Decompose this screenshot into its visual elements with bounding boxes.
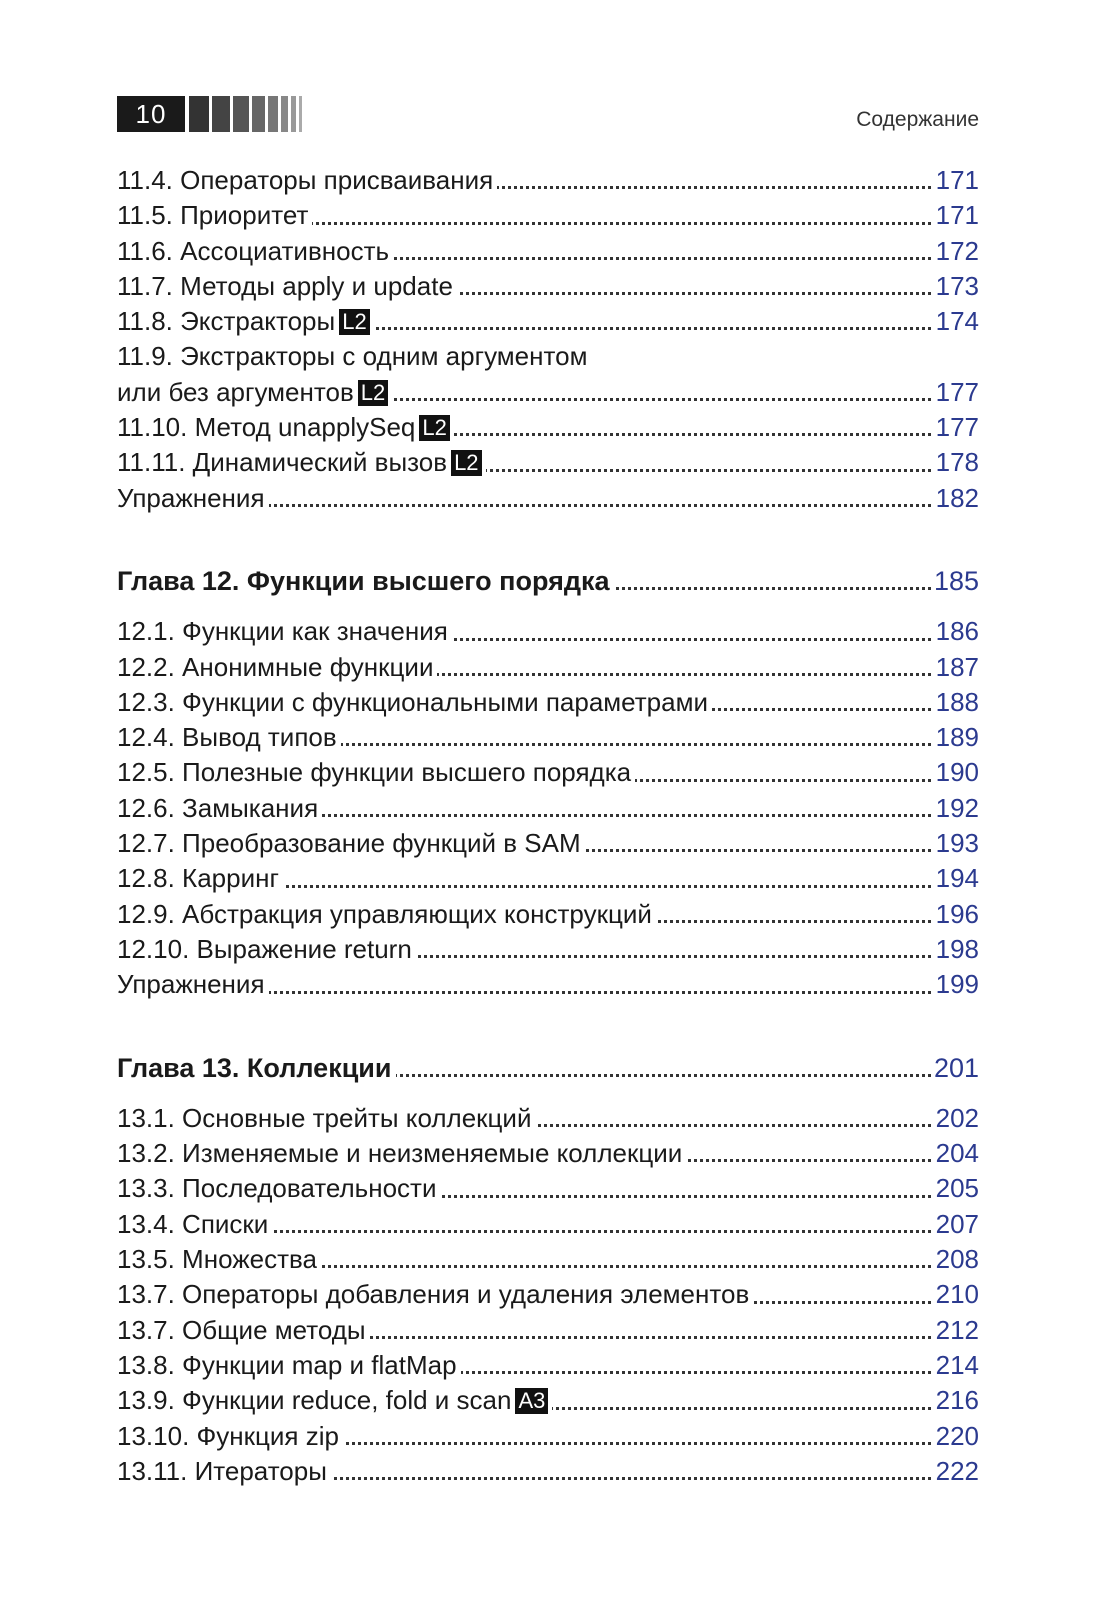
entry-title: 13.4. Списки <box>117 1209 272 1239</box>
entry-page: 199 <box>935 969 979 1000</box>
entry-page: 177 <box>935 412 979 443</box>
entry-page: 205 <box>935 1173 979 1204</box>
entry-title: 12.6. Замыкания <box>117 793 322 823</box>
toc-entry[interactable] <box>117 1171 979 1206</box>
entry-page: 216 <box>935 1385 979 1416</box>
level-badge: L2 <box>419 415 449 441</box>
page-header <box>117 96 979 136</box>
level-badge: L2 <box>358 380 388 406</box>
entry-page: 174 <box>935 306 979 337</box>
toc-entry[interactable] <box>117 1277 979 1312</box>
entry-title: 13.11. Итераторы <box>117 1456 331 1486</box>
page-number: 10 <box>117 96 185 132</box>
entry-page: 220 <box>935 1420 979 1451</box>
entry-page: 214 <box>935 1349 979 1380</box>
toc-entry[interactable] <box>117 650 979 685</box>
toc-entry[interactable] <box>117 614 979 649</box>
entry-title: 13.7. Общие методы <box>117 1315 370 1345</box>
toc-entry[interactable] <box>117 1207 979 1242</box>
entry-page: 194 <box>935 863 979 894</box>
chapter-page: 201 <box>933 1052 979 1083</box>
entry-title: 11.6. Ассоциативность <box>117 236 393 266</box>
entry-page: 210 <box>935 1279 979 1310</box>
chapter-title: Глава 12. Функции высшего порядка <box>117 566 614 596</box>
entry-title: 13.7. Операторы добавления и удаления элементов <box>117 1279 753 1309</box>
entry-page: 204 <box>935 1138 979 1169</box>
chapter-page: 185 <box>933 565 979 596</box>
toc-entry[interactable] <box>117 375 979 410</box>
entry-page: 182 <box>935 482 979 513</box>
entry-title: 12.2. Анонимные функции <box>117 652 437 682</box>
entry-title: 12.5. Полезные функции высшего порядка <box>117 757 635 787</box>
toc-entry[interactable] <box>117 967 979 1002</box>
entry-page: 193 <box>935 828 979 859</box>
entry-title: 13.5. Множества <box>117 1244 321 1274</box>
toc-entry[interactable] <box>117 932 979 967</box>
entry-title: 12.9. Абстракция управляющих конструкций <box>117 899 656 929</box>
entry-page: 177 <box>935 376 979 407</box>
entry-page: 202 <box>935 1102 979 1133</box>
toc-entry[interactable] <box>117 861 979 896</box>
toc-entry[interactable] <box>117 410 979 445</box>
entry-title: 13.10. Функция zip <box>117 1421 343 1451</box>
table-of-contents <box>117 163 979 1489</box>
toc-entry[interactable] <box>117 234 979 269</box>
entry-title: или без аргументов <box>117 376 354 407</box>
entry-title: 11.11. Динамический вызов <box>117 447 448 478</box>
toc-entry[interactable] <box>117 826 979 861</box>
entry-title: 13.1. Основные трейты коллекций <box>117 1103 535 1133</box>
entry-title: 13.2. Изменяемые и неизменяемые коллекции <box>117 1138 686 1168</box>
entry-title: 12.7. Преобразование функций в SAM <box>117 828 585 858</box>
toc-entry[interactable] <box>117 304 979 339</box>
entry-title: Упражнения <box>117 969 269 999</box>
entry-page: 186 <box>935 616 979 647</box>
entry-title: 11.10. Метод unapplySeq <box>117 412 416 443</box>
entry-title: 11.4. Операторы присваивания <box>117 165 497 195</box>
entry-page: 196 <box>935 898 979 929</box>
chapter-entry[interactable] <box>117 1051 979 1086</box>
entry-page: 189 <box>935 722 979 753</box>
toc-entry[interactable] <box>117 1313 979 1348</box>
entry-title: 12.8. Карринг <box>117 863 283 893</box>
toc-entry[interactable] <box>117 1136 979 1171</box>
entry-title: 13.9. Функции reduce, fold и scan <box>117 1385 512 1416</box>
entry-page: 171 <box>935 165 979 195</box>
toc-entry[interactable] <box>117 1242 979 1277</box>
entry-page: 171 <box>935 200 979 231</box>
toc-entry[interactable] <box>117 269 979 304</box>
entry-page: 178 <box>935 447 979 478</box>
chapter-entry[interactable] <box>117 564 979 599</box>
entry-page: 190 <box>935 757 979 788</box>
entry-page: 208 <box>935 1244 979 1275</box>
entry-page: 172 <box>935 235 979 266</box>
entry-page: 192 <box>935 792 979 823</box>
toc-entry[interactable] <box>117 685 979 720</box>
entry-page: 173 <box>935 270 979 301</box>
entry-title: 11.7. Методы apply и update <box>117 271 457 301</box>
entry-page: 222 <box>935 1455 979 1486</box>
toc-entry[interactable] <box>117 445 979 480</box>
entry-title: 13.3. Последовательности <box>117 1173 440 1203</box>
level-badge: L2 <box>339 309 369 335</box>
entry-title: Упражнения <box>117 483 269 513</box>
entry-title: 12.1. Функции как значения <box>117 616 452 646</box>
entry-page: 198 <box>935 933 979 964</box>
toc-entry[interactable] <box>117 755 979 790</box>
entry-title: 11.8. Экстракторы <box>117 306 336 337</box>
toc-entry[interactable] <box>117 791 979 826</box>
toc-entry[interactable] <box>117 481 979 516</box>
toc-entry[interactable] <box>117 1348 979 1383</box>
toc-entry[interactable] <box>117 339 979 374</box>
toc-entry[interactable] <box>117 1101 979 1136</box>
toc-entry[interactable] <box>117 1419 979 1454</box>
level-badge: A3 <box>515 1388 548 1414</box>
entry-page: 212 <box>935 1314 979 1345</box>
toc-entry[interactable] <box>117 163 979 198</box>
entry-title: 12.3. Функции с функциональными параметрами <box>117 687 712 717</box>
entry-page: 187 <box>935 651 979 682</box>
chapter-title: Глава 13. Коллекции <box>117 1053 396 1083</box>
section-title: Содержание <box>856 108 979 131</box>
entry-title: 12.10. Выражение return <box>117 934 416 964</box>
toc-entry[interactable] <box>117 1454 979 1489</box>
toc-entry[interactable] <box>117 1383 979 1418</box>
level-badge: L2 <box>451 450 481 476</box>
entry-title: 12.4. Вывод типов <box>117 722 341 752</box>
entry-page: 207 <box>935 1208 979 1239</box>
entry-page: 188 <box>935 686 979 717</box>
entry-title: 11.5. Приоритет <box>117 200 312 230</box>
toc-entry[interactable] <box>117 897 979 932</box>
entry-title: 13.8. Функции map и flatMap <box>117 1350 461 1380</box>
entry-title: 11.9. Экстракторы с одним аргументом <box>117 341 591 371</box>
toc-entry[interactable] <box>117 198 979 233</box>
toc-entry[interactable] <box>117 720 979 755</box>
